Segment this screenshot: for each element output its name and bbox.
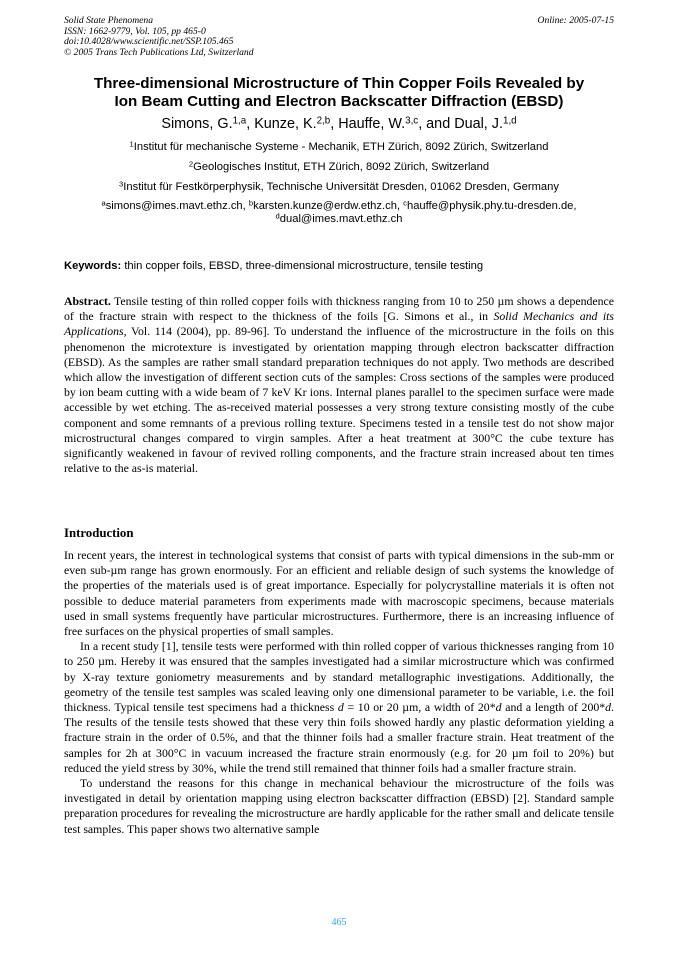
affiliation: $^3$Institut für Festkörperphysik, Technische Universität Dresden, 01062 Dresden, Germany	[119, 179, 559, 193]
introduction-body	[64, 548, 614, 837]
author: Dual, J.$^{1,d}$	[454, 115, 517, 132]
keywords	[64, 259, 614, 273]
title-line-1: Three-dimensional Microstructure of Thin Copper Foils Revealed by	[93, 75, 585, 92]
journal-name: Solid State Phenomena	[64, 15, 153, 26]
keywords-label: Keywords:	[64, 260, 122, 272]
doi-line: doi:10.4028/www.scientific.net/SSP.105.465	[64, 36, 234, 48]
abstract: Abstract. Tensile testing of thin rolled copper foils with thickness ranging from 10 to 250 µm shows a dependence of the fracture strain with respect to the thickness of the foils [G. Simons et al., in Solid Mechanics and its Applications, Vol. 114 (2004), pp. 89-96]. To understand the influence of the microstructure in the foils on this phenomenon the microtexture is investigated by orientation mapping through electron backscatter diffraction (EBSD). As the samples are rather small standard preparation techniques do not apply. Two methods are described which allow the investigation of different section cuts of the samples: Cross sections of the samples were produced by ion beam cutting with a wide beam of 7 keV Kr ions. Internal planes parallel to the specimen surface were made accessible by wet etching. The as-received material possesses a very strong texture consisting mostly of the cube component and some remnants of a previous rolling texture. Specimens tested in a tensile test do not show major microstructural changes compared to virgin samples. After a heat treatment at 300°C the cube texture has significantly weakened in favour of revived rolling components, and the fracture strain increased about ten times relative to the as-is material.	[64, 294, 614, 476]
issn-line: ISSN: 1662-9779, Vol. 105, pp 465-0	[64, 25, 206, 37]
author-list: Simons, G.$^{1,a}$, Kunze, K.$^{2,b}$, Hauffe, W.$^{3,c}$, and Dual, J.$^{1,d}$	[161, 115, 517, 132]
paragraph: In a recent study [1], tensile tests were performed with thin rolled copper of various thicknesses ranging from 10 to 250 µm. Hereby it was ensured that the samples investigated had a similar microstructure which was confirmed by X-ray texture goniometry measurements and by standard metallographic investigations. Additionally, the geometry of the tensile test samples was scaled leaving only one dimensional parameter to be variable, i.e. the foil thickness. Typical tensile test specimens had a thickness d = 10 or 20 µm, a width of 20*d and a length of 200*d. The results of the tensile tests showed that these very thin foils showed hardly any plastic deformation yielding a fracture strain in the order of 0.5%, and that the thinner foils had a smaller fracture strain. Heat treatment of the samples for 2h at 300°C in vacuum increased the fracture strain enormously (e.g. for 20 µm foil to 20%) but reduced the yield stress by 30%, while the trend still remained that thinner foils had a smaller fracture strain.	[64, 639, 614, 775]
email: $^c$hauffe@physik.phy.tu-dresden.de	[403, 198, 574, 212]
email: $^b$karsten.kunze@erdw.ethz.ch	[248, 198, 397, 212]
keywords-text: thin copper foils, EBSD, three-dimensional microstructure, tensile testing	[124, 260, 484, 272]
copyright-line: © 2005 Trans Tech Publications Ltd, Switzerland	[64, 46, 254, 58]
page-number: 465	[331, 917, 347, 928]
abstract-label: Abstract.	[64, 294, 111, 308]
title-line-2: Ion Beam Cutting and Electron Backscatter Diffraction (EBSD)	[114, 93, 564, 111]
section-heading-introduction: Introduction	[64, 526, 134, 540]
email: $^a$simons@imes.mavt.ethz.ch	[101, 198, 243, 212]
paragraph: To understand the reasons for this change in mechanical behaviour the microstructure of the foils was investigated in detail by orientation mapping using electron backscatter diffraction (EBSD) [2]. Standard sample preparation procedures for revealing the microstructure are hardly applicable for the rather small and delicate tensile test samples. This paper shows two alternative sample	[64, 776, 614, 836]
affiliation: $^1$Institut für mechanische Systeme - Mechanik, ETH Zürich, 8092 Zürich, Switzerland	[129, 139, 549, 153]
email: $^d$dual@imes.mavt.ethz.ch	[275, 211, 403, 226]
author: Simons, G.$^{1,a}$	[161, 115, 247, 132]
affiliation: $^2$Geologisches Institut, ETH Zürich, 8092 Zürich, Switzerland	[188, 159, 490, 173]
paper-title	[64, 75, 614, 112]
paragraph: In recent years, the interest in technological systems that consist of parts with typical dimensions in the sub-mm or even sub-µm range has grown enormously. For an efficient and reliable design of such systems the knowledge of the properties of the materials used is of great importance. Especially for polycrystalline materials it is often not possible to deduce material parameters from experiments made with macroscopic specimens, because materials used in small systems frequently have particular microstructures. Furthermore, there is an increasing influence of free surfaces on the physical properties of small samples.	[64, 548, 614, 639]
running-header	[64, 16, 614, 58]
author: Kunze, K.$^{2,b}$	[254, 115, 331, 132]
online-date: Online: 2005-07-15	[537, 15, 614, 26]
author-emails: $^a$simons@imes.mavt.ethz.ch, $^b$karsten.kunze@erdw.ethz.ch, $^c$hauffe@physik.phy.tu-dresden.de, $^d$dual@imes.mavt.ethz.ch	[101, 198, 577, 226]
author: Hauffe, W.$^{3,c}$	[338, 115, 419, 132]
title-block	[64, 75, 614, 227]
